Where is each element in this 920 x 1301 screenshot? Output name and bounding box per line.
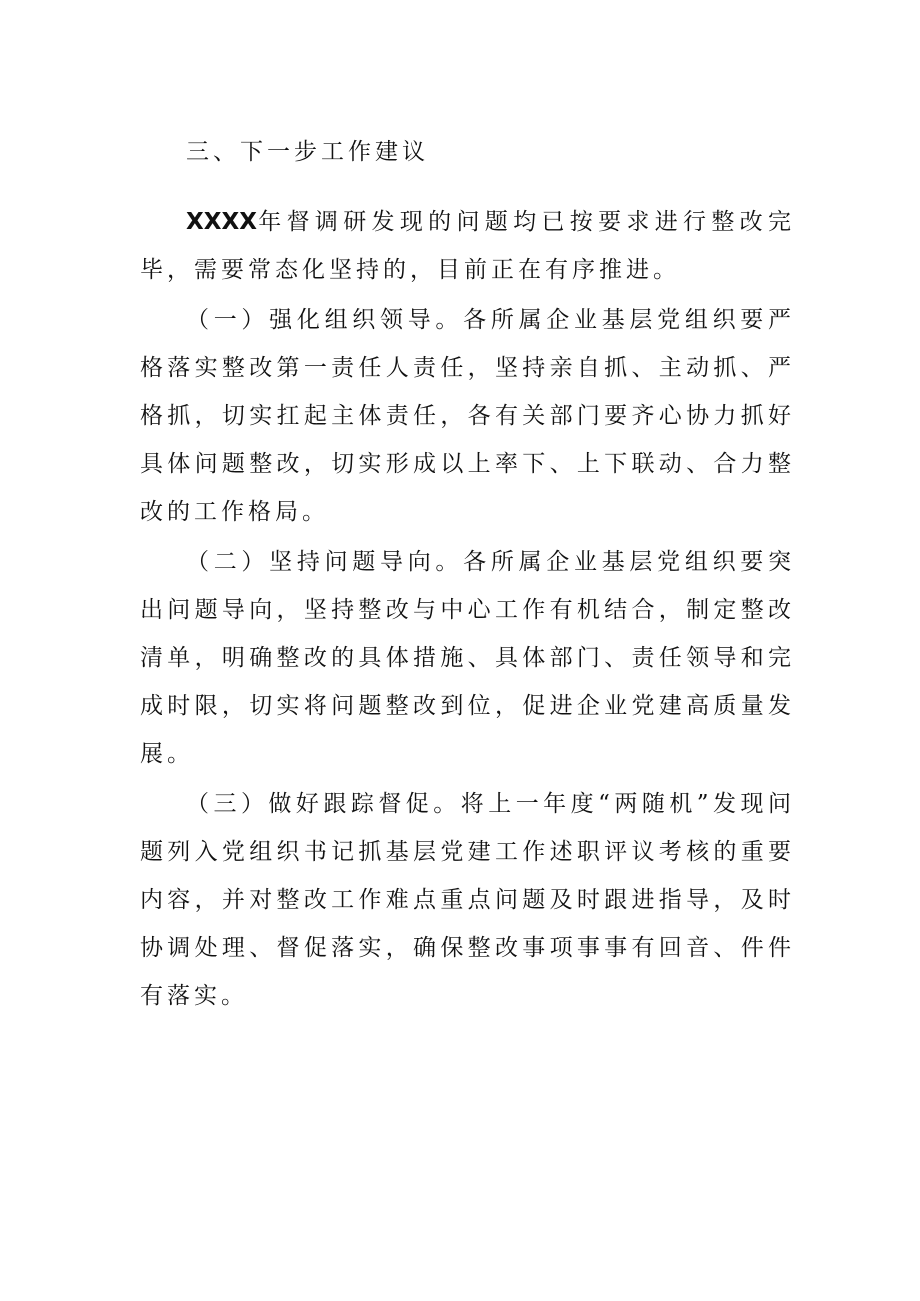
intro-text: 年督调研发现的问题均已按要求进行整改完毕，需要常态化坚持的，目前正在有序推进。: [140, 209, 795, 283]
section-heading: 三、下一步工作建议: [186, 139, 429, 165]
item-paragraph-2: （二）坚持问题导向。各所属企业基层党组织要突出问题导向，坚持整改与中心工作有机结合，制定整改清单，明确整改的具体措施、具体部门、责任领导和完成时限，切实将问题整改到位，促进企业党建高质量发展。: [140, 549, 795, 767]
intro-lead-placeholder: XXXX: [186, 209, 257, 235]
item-paragraph-1: （一）强化组织领导。各所属企业基层党组织要严格落实整改第一责任人责任，坚持亲自抓、主动抓、严格抓，切实扛起主体责任，各有关部门要齐心协力抓好具体问题整改，切实形成以上率下、上下联动、合力整改的工作格局。: [140, 307, 795, 525]
document-body: [140, 128, 795, 1022]
intro-paragraph: [140, 198, 795, 294]
item-paragraph-3: （三）做好跟踪督促。将上一年度“两随机”发现问题列入党组织书记抓基层党建工作述职评议考核的重要内容，并对整改工作难点重点问题及时跟进指导，及时协调处理、督促落实，确保整改事项事事有回音、件件有落实。: [140, 791, 795, 1009]
